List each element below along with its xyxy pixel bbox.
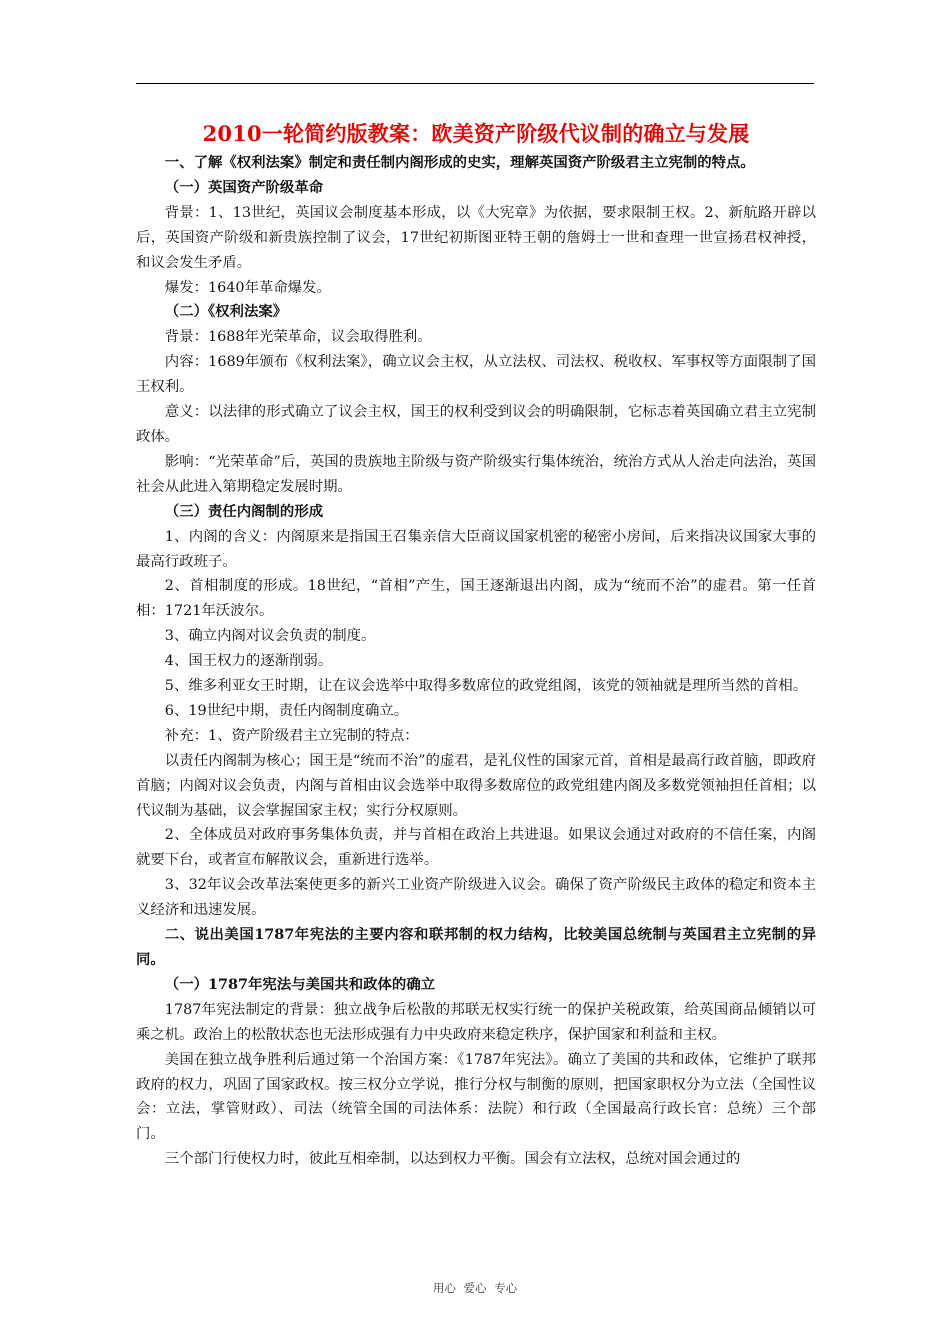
subsection-heading: （一）1787年宪法与美国共和政体的确立: [164, 975, 436, 993]
body-paragraph: 1、内阁的含义：内阁原来是指国王召集亲信大臣商议国家机密的秘密小房间，后来指决议国家大事的最高行政班子。: [136, 528, 816, 570]
body-paragraph: 以责任内阁制为核心；国王是“统而不治”的虚君，是礼仪性的国家元首，首相是最高行政首脑，即政府首脑；内阁对议会负责，内阁与首相由议会选举中取得多数席位的政党组建内阁及多数党领袖担任首相；以代议制为基础，议会掌握国家主权；实行分权原则。: [136, 752, 816, 819]
body-paragraph: 美国在独立战争胜利后通过第一个治国方案：《1787年宪法》。确立了美国的共和政体，它维护了联邦政府的权力，巩固了国家政权。按三权分立学说，推行分权与制衡的原则，把国家职权分为立法（全国性议会：立法，掌管财政）、司法（统管全国的司法体系：法院）和行政（全国最高行政长官：总统）三个部门。: [136, 1051, 816, 1143]
body-paragraph: 影响：“光荣革命”后，英国的贵族地主阶级与资产阶级实行集体统治，统治方式从人治走向法治，英国社会从此进入第期稳定发展时期。: [136, 453, 816, 495]
document-body: [136, 151, 816, 1172]
body-paragraph: 5、维多利亚女王时期，让在议会选举中取得多数席位的政党组阁，该党的领袖就是理所当然的首相。: [164, 678, 808, 695]
body-paragraph: 2、首相制度的形成。18世纪，“首相”产生，国王逐渐退出内阁，成为“统而不治”的虚君。第一任首相：1721年沃波尔。: [136, 578, 816, 620]
section-heading-2: 二、说出美国1787年宪法的主要内容和联邦制的权力结构，比较美国总统制与英国君主立宪制的异同。: [136, 926, 816, 968]
body-paragraph: 内容：1689年颁布《权利法案》，确立议会主权，从立法权、司法权、税收权、军事权等方面限制了国王权利。: [136, 354, 816, 396]
subsection-heading: （二）《权利法案》: [164, 303, 288, 321]
body-paragraph: 1787年宪法制定的背景：独立战争后松散的邦联无权实行统一的保护关税政策，给英国商品倾销以可乘之机。政治上的松散状态也无法形成强有力中央政府来稳定秩序，保护国家和利益和主权。: [136, 1001, 816, 1043]
body-paragraph: 3、确立内阁对议会负责的制度。: [164, 628, 376, 645]
subsection-heading: （一）英国资产阶级革命: [164, 178, 324, 196]
body-paragraph: 意义：以法律的形式确立了议会主权，国王的权利受到议会的明确限制，它标志着英国确立君主立宪制政体。: [136, 404, 816, 445]
body-paragraph: 三个部门行使权力时，彼此互相牵制，以达到权力平衡。国会有立法权，总统对国会通过的: [164, 1151, 741, 1168]
subsection-heading: （三）责任内阁制的形成: [164, 502, 324, 520]
body-paragraph: 爆发：1640年革命爆发。: [164, 279, 331, 296]
page-footer: 用心 爱心 专心: [432, 1281, 518, 1295]
body-paragraph: 补充：1、资产阶级君主立宪制的特点：: [164, 727, 419, 744]
body-paragraph: 背景：1、13世纪，英国议会制度基本形成，以《大宪章》为依据，要求限制王权。2、新航路开辟以后，英国资产阶级和新贵族控制了议会，17世纪初斯图亚特王朝的詹姆士一世和查理一世宣扬君权神授，和议会发生矛盾。: [136, 204, 816, 271]
section-heading-1: 一、了解《权利法案》制定和责任制内阁形成的史实，理解英国资产阶级君主立宪制的特点。: [164, 154, 755, 171]
body-paragraph: 2、全体成员对政府事务集体负责，并与首相在政治上共进退。如果议会通过对政府的不信任案，内阁就要下台，或者宣布解散议会，重新进行选举。: [136, 827, 816, 869]
body-paragraph: 3、32年议会改革法案使更多的新兴工业资产阶级进入议会。确保了资产阶级民主政体的稳定和资本主义经济和迅速发展。: [136, 877, 816, 919]
body-paragraph: 背景：1688年光荣革命，议会取得胜利。: [164, 329, 432, 346]
document-title: 2010一轮简约版教案：欧美资产阶级代议制的确立与发展: [202, 121, 750, 146]
body-paragraph: 4、国王权力的逐渐削弱。: [164, 653, 333, 670]
body-paragraph: 6、19世纪中期，责任内阁制度确立。: [164, 702, 409, 719]
header-rule: [136, 83, 814, 84]
